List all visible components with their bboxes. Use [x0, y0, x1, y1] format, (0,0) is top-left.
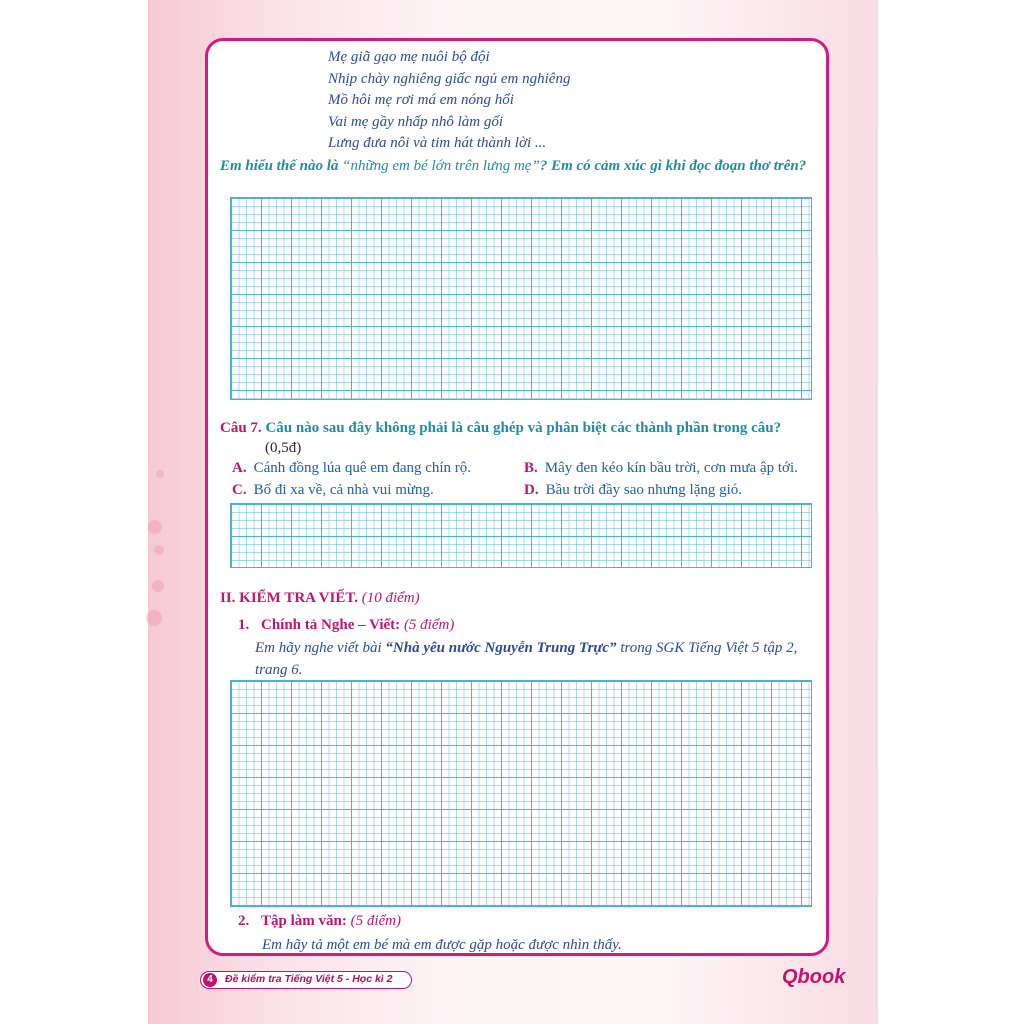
- poem-line: Mồ hôi mẹ rơi má em nóng hổi: [328, 92, 514, 108]
- item-1-number: 1.: [238, 617, 250, 633]
- item-1-heading: [238, 617, 454, 634]
- option-a-text: Cánh đồng lúa quê em đang chín rộ.: [253, 460, 472, 476]
- decor-dot: [154, 545, 164, 555]
- question-7-points: (0,5đ): [265, 440, 302, 456]
- decor-dot: [148, 520, 162, 534]
- question-6: [220, 155, 820, 177]
- question-7-label: Câu 7.: [220, 420, 262, 436]
- option-d-label: D.: [524, 482, 539, 498]
- answer-grid-q7[interactable]: [230, 503, 812, 568]
- option-b[interactable]: [524, 460, 798, 477]
- item-2-points: (5 điểm): [350, 913, 402, 929]
- question-6-quote: “những em bé lớn trên lưng mẹ”: [342, 158, 540, 174]
- section-2-points: (10 điểm): [361, 590, 420, 606]
- item-1-title: Chính tả Nghe – Viết:: [261, 617, 401, 633]
- poem-line: Lưng đưa nôi và tim hát thành lời ...: [328, 135, 547, 151]
- poem-line: Vai mẹ gầy nhấp nhô làm gối: [328, 113, 503, 130]
- item-1-points: (5 điểm): [403, 617, 455, 633]
- answer-grid-q6[interactable]: [230, 197, 812, 400]
- option-a-label: A.: [232, 460, 247, 476]
- decor-dot: [156, 470, 164, 478]
- qbook-logo: Qbook: [782, 966, 846, 988]
- item-1-instruction-a: Em hãy nghe viết bài: [255, 640, 386, 656]
- option-c-label: C.: [232, 482, 247, 498]
- item-1-instruction-title: “Nhà yêu nước Nguyễn Trung Trực”: [385, 640, 617, 656]
- decor-dot: [146, 610, 162, 626]
- poem-line: Nhịp chày nghiêng giấc ngủ em nghiêng: [328, 70, 571, 87]
- poem-excerpt: [328, 47, 570, 155]
- option-d[interactable]: [524, 482, 742, 499]
- item-2-heading: [238, 913, 401, 930]
- option-b-label: B.: [524, 460, 538, 476]
- item-1-instruction: [255, 637, 815, 681]
- option-a[interactable]: [232, 460, 471, 477]
- question-7: [220, 417, 781, 439]
- page-footer: [200, 971, 412, 989]
- section-2-title: II. KIỂM TRA VIẾT.: [220, 590, 358, 606]
- section-2-heading: [220, 590, 420, 607]
- question-6-text: Em hiểu thế nào là: [220, 158, 343, 174]
- question-7-text: Câu nào sau đây không phải là câu ghép và phân biệt các thành phần trong câu?: [265, 420, 782, 436]
- answer-grid-dictation[interactable]: [230, 680, 812, 907]
- page-number: 4: [203, 973, 217, 987]
- question-6-text-end: ? Em có cảm xúc gì khi đọc đoạn thơ trên?: [539, 158, 807, 174]
- option-b-text: Mây đen kéo kín bầu trời, cơn mưa ập tới.: [544, 460, 798, 476]
- item-2-number: 2.: [238, 913, 250, 929]
- item-2-title: Tập làm văn:: [261, 913, 347, 929]
- item-2-instruction: Em hãy tả một em bé mà em được gặp hoặc được nhìn thấy.: [262, 937, 622, 953]
- item-1-instruction-c: trong SGK Tiếng Việt 5 tập 2, trang 6.: [255, 640, 798, 678]
- option-c-text: Bố đi xa về, cả nhà vui mừng.: [253, 482, 434, 498]
- footer-title: Đề kiểm tra Tiếng Việt 5 - Học kì 2: [225, 973, 393, 985]
- decor-dot: [152, 580, 164, 592]
- poem-line: Mẹ giã gạo mẹ nuôi bộ đội: [328, 49, 490, 65]
- option-c[interactable]: [232, 482, 434, 499]
- option-d-text: Bầu trời đầy sao nhưng lặng gió.: [545, 482, 743, 498]
